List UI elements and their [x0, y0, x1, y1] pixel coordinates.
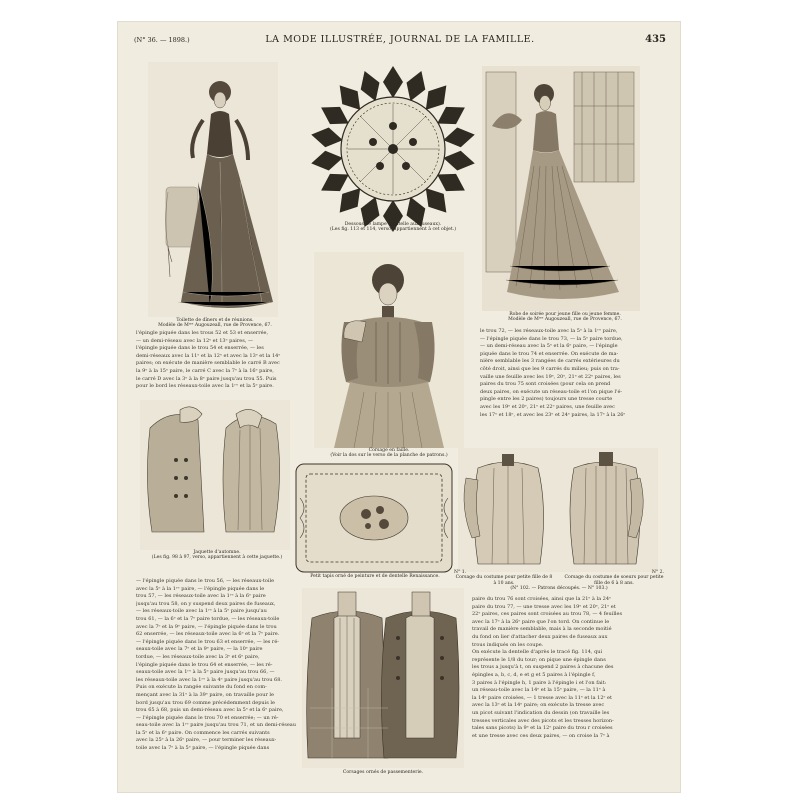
text-line: représente le 1/8 du tour; on pique une épingle dans: [472, 656, 606, 663]
caption-note: (Voir la dos sur le verso de la planche de patrons.): [330, 453, 448, 459]
text-line: la 5ᵉ et la 6ᵉ paire. On commence les carrés suivants: [136, 729, 270, 736]
text-line: vaille une feuille avec les 19ᵉ, 20ᵉ, 21ᵉ et 22ᵉ paires, les: [480, 373, 621, 380]
text-line: et une tresse avec ces deux paires, — on croise la 7ᵉ à: [472, 732, 610, 739]
text-line: trou 65 à 68, puis un demi-réseau avec la 5ᵉ et la 6ᵉ paire,: [136, 707, 284, 714]
text-line: — l'épingle piquée dans le trou 63 et enserrée, — les ré-: [136, 638, 279, 645]
text-line: piquée dans le trou 74 et enserrée. On exécute de ma-: [480, 350, 619, 357]
caption-note: Modèle de Mᵐᵉ Augouzeall, rue de Provence, 67.: [158, 323, 272, 329]
text-line: toile avec la 7ᵉ à la 5ᵉ paire, — l'épingle piquée dans: [136, 745, 270, 752]
text-line: bord jusqu'au trou 69 comme précédemment depuis le: [136, 699, 275, 706]
caption-title-1: Corsage du costume pour petite fille de 8 à 10 ans.: [455, 575, 553, 586]
text-line: trou 57, — les réseaux-toile avec la 1ʳᵉ à la 6ᵉ paire: [136, 593, 266, 600]
caption-note: (N° 102. — Patrons découpés. — N° 103.): [510, 586, 608, 592]
toilette-caption: [140, 318, 290, 329]
text-line: le carré D avec la 3ᵉ à la 8ᵉ paire jusqu'au trou 55. Puis: [136, 375, 277, 382]
caption-title-2: Corsage du costume de soeurs pour petite fille de 6 à 8 ans.: [564, 575, 664, 586]
text-line: la 14ᵉ paire croisées, — 1 tresse avec la 11ᵉ et la 12ᵉ et: [472, 694, 612, 701]
trimmed-bodices-illustration: [302, 588, 464, 768]
text-line: — l'épingle piquée dans le trou 70 et enserrée; — un ré-: [136, 714, 279, 721]
text-line: deux paires, on exécute un réseau-toile et l'on pique l'é-: [480, 388, 623, 395]
magazine-page: [118, 22, 680, 792]
text-line: l'épingle piquée dans le trou 54 et enserrée, — les: [136, 345, 264, 352]
text-line: l'épingle piquée dans le trou 64 et enserrée, — les ré-: [136, 661, 273, 668]
text-line: un réseau-toile avec la 14ᵉ et la 15ᵉ paire, — la 11ᵉ à: [472, 687, 606, 694]
text-line: On exécute la dentelle d'après le tracé fig. 114, qui: [472, 649, 603, 656]
text-line: paires; on exécute de manière semblable le carré B avec: [136, 360, 280, 367]
jacket-illustration: [140, 400, 290, 550]
text-line: — l'épingle piquée dans le trou 56, — les réseaux-toile: [136, 578, 275, 584]
children-bodices-caption: [454, 570, 664, 592]
caption-note: (Les fig. 113 et 114, verso, appartiennent à cet objet.): [329, 227, 457, 233]
text-line: avec la 17ᵉ à la 26ᵉ paire que l'on tord. On continue le: [472, 618, 610, 625]
text-line: trous indiqués on les coupe.: [472, 641, 544, 648]
text-line: 3 paires à l'épingle h, 1 paire à l'épingle i et l'on fait:: [472, 679, 607, 686]
page-header: [134, 34, 666, 50]
caption-note: Modèle de Mᵐᵉ Augouzeall, rue de Provence, 67.: [508, 317, 622, 323]
text-line: 62 enserrée, — les réseaux-toile avec la 6ᵉ et la 7ᵉ paire.: [136, 631, 280, 638]
text-line: paires du trou 75 sont croisées (pour cela on prend: [480, 381, 611, 388]
text-left-upper: [136, 330, 306, 394]
text-right-lower: [472, 596, 668, 766]
text-line: tales sans picots) la 9ᵉ et la 12ᵉ paire du trou r croisées: [472, 725, 613, 732]
text-line: demi-réseaux avec la 11ᵉ et la 12ᵉ et avec la 13ᵉ et la 14ᵉ: [136, 352, 281, 359]
text-line: tordue, — les réseaux-toile avec la 3ᵉ et 6ᵉ paire,: [136, 653, 260, 660]
caption-note: (Les fig. 98 à 97, verso, appartiennent à cette jaquette.): [151, 555, 283, 561]
text-line: — les réseaux-toile avec la 1ʳᵉ à la 5ᵉ paire jusqu'au: [136, 608, 267, 615]
text-line: — un demi-réseau avec la 12ᵉ et 13ᵉ paires, —: [136, 337, 254, 344]
trimmed-bodices-caption: [302, 770, 464, 775]
evening-dress-illustration: [482, 66, 640, 311]
text-line: avec la 7ᵉ et la 9ᵉ paire, — l'épingle piquée dans le trou: [136, 623, 277, 630]
doily-caption: [296, 222, 490, 233]
text-line: du fond on lier d'attacher deux paires de fuseaux aux: [472, 633, 608, 640]
table-mat-illustration: [294, 462, 454, 574]
text-line: côté droit, ainsi que les 9 carrés du milieu; puis on tra-: [480, 365, 620, 372]
caption-title: Petit tapis orné de peinture et de dentelle Renaissance.: [310, 574, 440, 579]
caption-number-1: N° 1.: [454, 570, 467, 575]
jacket-caption: [132, 550, 302, 561]
children-bodices-illustration: [458, 448, 658, 572]
caption-title: Corsage en faille.: [368, 448, 410, 453]
journal-title: LA MODE ILLUSTRÉE, JOURNAL DE LA FAMILLE.: [265, 34, 535, 45]
text-line: trou 61, — la 6ᵉ et la 7ᵉ paire tordue, — les réseaux-toile: [136, 615, 280, 622]
caption-title: Corsages ornés de passementerie.: [342, 770, 424, 775]
text-line: avec la 13ᵉ et la 14ᵉ paire; on exécute la tresse avec: [472, 702, 605, 709]
text-line: — l'épingle piquée dans le trou 73, — la 5ᵉ paire tordue,: [480, 335, 623, 342]
text-line: avec la 5ᵉ à la 1ʳᵉ paire, — l'épingle piquée dans le: [136, 585, 265, 592]
text-line: avec la 25ᵉ à la 26ᵉ paire, — pour terminer les réseaux-: [136, 737, 277, 744]
text-line: pingle entre les 2 paires) toujours une tresse courte: [480, 396, 613, 403]
table-mat-caption: [280, 574, 470, 579]
text-right-upper: [480, 328, 666, 422]
caption-number-2: N° 2.: [651, 570, 664, 575]
caption-title: Toilette de dîners et de réunions.: [176, 318, 254, 323]
text-line: les 17ᵉ et 18ᵉ, et avec les 23ᵉ et 24ᵉ paires, la 17ᵉ à la 26ᵉ: [480, 411, 626, 418]
text-line: — un demi-réseau avec la 5ᵉ et la 6ᵉ paire, — l'épingle: [480, 343, 618, 350]
text-line: le trou 72, — les réseaux-toile avec la 5ᵉ à la 1ʳᵉ paire,: [480, 328, 618, 334]
caption-title: Jaquette d'automne.: [193, 550, 241, 555]
text-line: paire du trou 76 sont croisées, ainsi que la 21ᵉ à la 24ᵉ: [472, 596, 611, 602]
text-line: 22ᵉ paires, ces paires sont croisées au trou 78, — 4 feuilles: [472, 611, 623, 618]
evening-dress-caption: [470, 312, 660, 323]
text-line: travail de manière semblable, mais à la seconde moitié: [472, 626, 612, 633]
text-line: seaux-toile avec la 7ᵉ et la 9ᵉ paire, — la 10ᵉ paire: [136, 646, 263, 653]
text-line: l'épingle piquée dans les trous 52 et 53 et enserrée,: [136, 330, 269, 336]
text-line: pour le bord les réseaux-toile avec la 1ʳᵉ et la 5ᵉ paire.: [136, 383, 274, 390]
text-line: seau-toile avec la 1ʳᵉ paire jusqu'au trou 71, et un demi-réseau: [136, 722, 296, 729]
toilette-illustration: [148, 62, 278, 317]
text-line: tresses verticales avec des picots et les tresses horizon-: [472, 717, 614, 724]
caption-titles-row: [454, 575, 664, 586]
text-line: paire du trou 77, — une tresse avec les 19ᵉ et 20ᵉ, 21ᵉ et: [472, 603, 616, 610]
caption-title: Dessous de lampe (dentelle aux fuseaux).: [344, 222, 442, 227]
text-line: Puis on exécute la rangée suivante du fond en com-: [136, 684, 267, 691]
faille-bodice-caption: [304, 448, 474, 459]
text-line: les réseaux-toile avec la 1ʳᵉ à la 4ᵉ paire jusqu'au trou 68.: [136, 676, 283, 683]
text-line: nière semblable les 3 rangées de carrés extérieures du: [480, 358, 620, 365]
text-line: seaux-toile avec la 1ʳᵉ à la 5ᵉ paire jusqu'au trou 66, —: [136, 669, 275, 676]
text-line: avec les 19ᵉ et 20ᵉ, 21ᵉ et 22ᵉ paires, une feuille avec: [480, 403, 615, 410]
text-line: un picot suivant l'indication du dessin (on travaille les: [472, 709, 610, 716]
text-line: jusqu'au trou 58, on y suspend deux paires de fuseaux,: [136, 600, 276, 607]
issue-number: (N° 36. — 1898.): [134, 36, 190, 44]
text-line: épingles a, b, c, d, e et g et 5 paires à l'épingle f,: [472, 671, 596, 678]
text-left-lower: [136, 578, 296, 778]
doily-illustration: [308, 64, 478, 234]
faille-bodice-illustration: [314, 252, 464, 448]
text-line: la 9ᵉ à la 15ᵉ paire, le carré C avec la 7ᵉ à la 16ᵉ paire,: [136, 367, 274, 374]
text-line: mençant avec la 31ᵉ à la 39ᵉ paire, on travaille pour le: [136, 691, 274, 698]
text-line: les trous a jusqu'à t, on suspend 2 paires à chacune des: [472, 664, 614, 671]
caption-title: Robe de soirée pour jeune fille ou jeune femme.: [509, 312, 621, 317]
page-number: 435: [645, 34, 666, 45]
